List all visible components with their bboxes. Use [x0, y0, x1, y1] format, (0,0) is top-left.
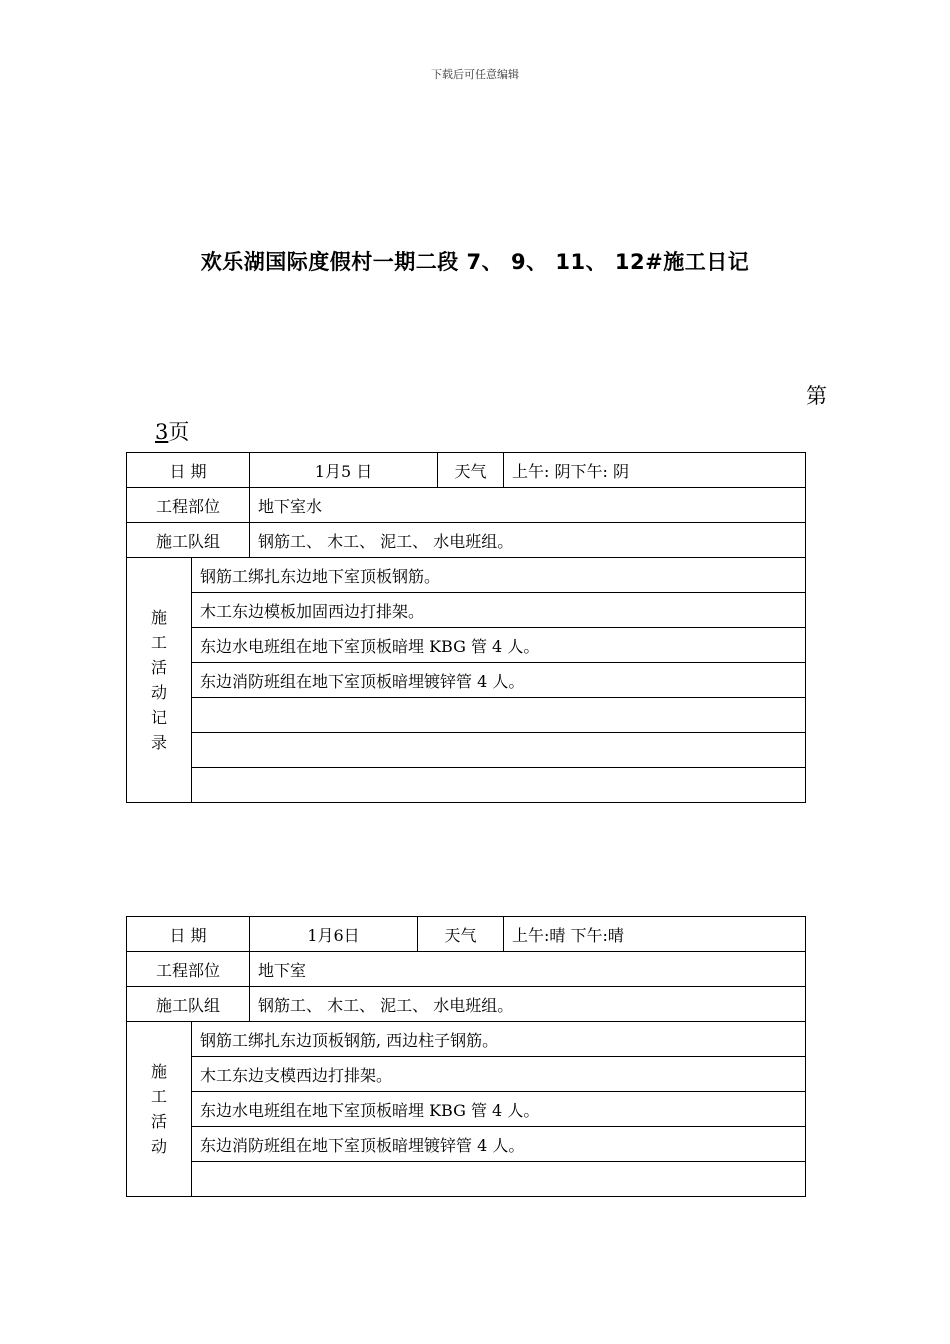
date-label: 日 期	[127, 917, 250, 952]
activity-label-char: 施	[150, 608, 167, 627]
location-label: 工程部位	[127, 488, 250, 523]
table-row	[127, 488, 806, 523]
table-row	[127, 768, 806, 803]
location-value: 地下室	[250, 952, 806, 987]
activity-row	[192, 733, 806, 768]
activity-row: 钢筋工绑扎东边地下室顶板钢筋。	[192, 558, 806, 593]
table-row	[127, 523, 806, 558]
activity-row: 东边消防班组在地下室顶板暗埋镀锌管 4 人。	[192, 663, 806, 698]
table-row	[127, 1057, 806, 1092]
table-row	[127, 453, 806, 488]
activity-label-char: 动	[150, 1137, 167, 1156]
activity-label-char: 录	[150, 733, 167, 752]
location-value: 地下室水	[250, 488, 806, 523]
activity-row	[192, 698, 806, 733]
table-row	[127, 628, 806, 663]
page-number-value: 3	[155, 420, 169, 444]
weather-value: 上午:晴 下午:晴	[504, 917, 806, 952]
activity-row: 东边消防班组在地下室顶板暗埋镀锌管 4 人。	[192, 1127, 806, 1162]
table-row	[127, 1162, 806, 1197]
table-row	[127, 1092, 806, 1127]
weather-value: 上午: 阴下午: 阴	[504, 453, 806, 488]
location-label: 工程部位	[127, 952, 250, 987]
team-label: 施工队组	[127, 987, 250, 1022]
activity-label-char: 动	[150, 683, 167, 702]
page-number	[143, 416, 189, 446]
weather-label: 天气	[438, 453, 504, 488]
table-row	[127, 698, 806, 733]
activity-label-char: 活	[150, 658, 167, 677]
diary-table-entry-2	[126, 916, 806, 1197]
activity-label	[127, 1022, 192, 1197]
activity-row: 钢筋工绑扎东边顶板钢筋, 西边柱子钢筋。	[192, 1022, 806, 1057]
weather-label: 天气	[418, 917, 504, 952]
table-row	[127, 1127, 806, 1162]
activity-label-char: 工	[150, 1087, 167, 1106]
activity-row: 木工东边支模西边打排架。	[192, 1057, 806, 1092]
date-label: 日 期	[127, 453, 250, 488]
activity-label-char: 记	[150, 708, 167, 727]
activity-row	[192, 768, 806, 803]
team-value: 钢筋工、 木工、 泥工、 水电班组。	[250, 987, 806, 1022]
activity-row: 木工东边模板加固西边打排架。	[192, 593, 806, 628]
date-value: 1月5 日	[250, 453, 438, 488]
activity-row	[192, 1162, 806, 1197]
diary-table-entry-1	[126, 452, 806, 803]
activity-label-char: 施	[150, 1062, 167, 1081]
page-label-suffix: 页	[168, 420, 190, 444]
table-row	[127, 733, 806, 768]
table-row	[127, 917, 806, 952]
team-value: 钢筋工、 木工、 泥工、 水电班组。	[250, 523, 806, 558]
header-note: 下载后可任意编辑	[431, 68, 519, 81]
table-row	[127, 1022, 806, 1057]
table-row	[127, 952, 806, 987]
table-row	[127, 663, 806, 698]
page-label-prefix: 第	[806, 384, 827, 408]
date-value: 1月6日	[250, 917, 418, 952]
table-row	[127, 987, 806, 1022]
table-row	[127, 593, 806, 628]
table-row	[127, 558, 806, 593]
activity-row: 东边水电班组在地下室顶板暗埋 KBG 管 4 人。	[192, 1092, 806, 1127]
activity-label-char: 活	[150, 1112, 167, 1131]
activity-row: 东边水电班组在地下室顶板暗埋 KBG 管 4 人。	[192, 628, 806, 663]
activity-label-char: 工	[150, 633, 167, 652]
team-label: 施工队组	[127, 523, 250, 558]
document-title: 欢乐湖国际度假村一期二段 7、 9、 11、 12#施工日记	[200, 250, 750, 274]
activity-label	[127, 558, 192, 803]
